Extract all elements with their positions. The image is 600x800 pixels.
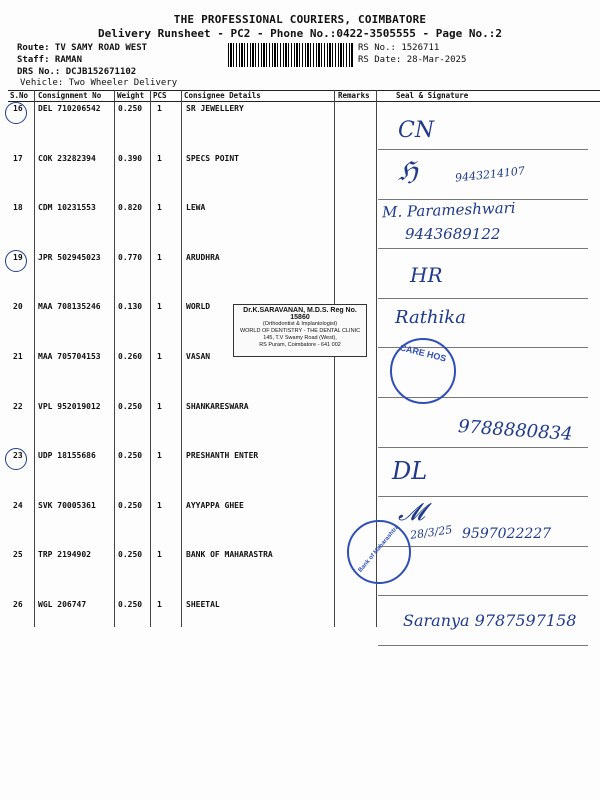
- cell-pcs: 1: [157, 352, 162, 361]
- handwritten-phone: 9597022227: [462, 526, 552, 542]
- signature-line: [378, 298, 588, 299]
- cell-consignee: PRESHANTH ENTER: [186, 451, 259, 461]
- stamp-text: Bank of Maharashtra: [357, 524, 401, 574]
- rs-number: RS No.: 1526711: [358, 43, 440, 53]
- cell-pcs: 1: [157, 401, 162, 411]
- company-title: THE PROFESSIONAL COURIERS, COIMBATORE: [173, 13, 427, 26]
- col-divider: [334, 90, 335, 627]
- cell-pcs: 1: [157, 550, 162, 560]
- handwritten-name: M. Parameshwari: [381, 198, 516, 222]
- signature-line: [378, 248, 588, 249]
- rs-date: RS Date: 28-Mar-2025: [358, 55, 467, 65]
- cell-pcs: 1: [157, 203, 162, 213]
- cell-weight: 0.250: [118, 500, 143, 510]
- cell-sno: 22: [13, 401, 23, 411]
- cell-weight: 0.260: [118, 352, 143, 361]
- cell-consignee: SPECS POINT: [186, 153, 239, 163]
- pen-circle: [5, 102, 27, 124]
- signature-line: [378, 447, 588, 448]
- cell-consignee: BANK OF MAHARASTRA: [186, 550, 273, 560]
- drs-number: DRS No.: DCJB152671102: [17, 67, 137, 77]
- pen-circle: [5, 448, 27, 470]
- cell-weight: 0.250: [118, 600, 143, 609]
- cell-pcs: 1: [157, 252, 162, 262]
- cell-consignment-no: MAA 708135246: [38, 302, 101, 312]
- col-header-consignment: Consignment No: [38, 91, 102, 100]
- cell-consignment-no: TRP 2194902: [38, 550, 91, 560]
- cell-sno: 24: [13, 500, 23, 510]
- stamp-doctor-name: Dr.K.SARAVANAN, M.D.S. Reg No. 15860: [243, 307, 357, 321]
- cell-pcs: 1: [157, 302, 162, 312]
- cell-weight: 0.250: [118, 104, 143, 113]
- col-header-pcs: PCS: [153, 91, 167, 100]
- handwritten-date: 28/3/25: [409, 523, 454, 542]
- signature-line: [378, 149, 588, 150]
- cell-consignee: SR JEWELLERY: [186, 104, 244, 113]
- handwritten-phone: 9443689122: [405, 225, 501, 243]
- handwritten-phone: 9443214107: [454, 164, 526, 185]
- stamp-clinic-name: WORLD OF DENTISTRY - THE DENTAL CLINIC: [239, 328, 361, 334]
- cell-sno: 16: [13, 104, 23, 113]
- signature-line: [378, 645, 588, 646]
- cell-consignment-no: JPR 502945023: [38, 252, 101, 262]
- handwritten-note: CN: [398, 118, 435, 143]
- table-header-border: [8, 101, 600, 102]
- cell-weight: 0.820: [118, 203, 143, 213]
- route-label: Route: TV SAMY ROAD WEST: [17, 43, 148, 53]
- cell-consignee: WORLD: [186, 302, 211, 312]
- cell-pcs: 1: [157, 600, 162, 609]
- signature-scribble: 𝓜: [398, 498, 425, 526]
- cell-consignment-no: WGL 206747: [38, 600, 87, 609]
- barcode: [228, 43, 353, 67]
- cell-weight: 0.390: [118, 153, 143, 163]
- col-header-sno: S.No: [10, 91, 29, 100]
- cell-weight: 0.250: [118, 451, 143, 461]
- bank-round-stamp: [347, 520, 411, 584]
- col-header-seal-signature: Seal & Signature: [396, 91, 469, 100]
- cell-consignment-no: MAA 705704153: [38, 352, 101, 361]
- cell-consignee: VASAN: [186, 352, 211, 361]
- cell-weight: 0.250: [118, 401, 143, 411]
- hospital-round-stamp: [390, 338, 456, 404]
- cell-pcs: 1: [157, 500, 162, 510]
- col-header-consignee: Consignee Details: [184, 91, 261, 100]
- col-header-remarks: Remarks: [338, 91, 370, 100]
- cell-pcs: 1: [157, 451, 162, 461]
- stamp-address: 145, T.V Swamy Road (West),: [263, 335, 337, 341]
- col-divider: [181, 90, 182, 627]
- cell-consignment-no: COK 23282394: [38, 153, 96, 163]
- cell-weight: 0.250: [118, 550, 143, 560]
- cell-consignment-no: DEL 710206542: [38, 104, 101, 113]
- cell-consignee: ARUDHRA: [186, 252, 220, 262]
- col-divider: [114, 90, 115, 627]
- cell-sno: 17: [13, 153, 23, 163]
- cell-consignment-no: UDP 18155686: [38, 451, 96, 461]
- cell-weight: 0.770: [118, 252, 143, 262]
- handwritten-phone: 9788880834: [457, 416, 574, 445]
- cell-consignee: LEWA: [186, 203, 206, 213]
- handwritten-note: HR: [410, 263, 443, 287]
- cell-sno: 18: [13, 203, 23, 213]
- col-divider: [34, 90, 35, 627]
- handwritten-name: Rathika: [395, 307, 466, 328]
- cell-pcs: 1: [157, 104, 162, 113]
- cell-consignee: SHEETAL: [186, 600, 220, 609]
- clinic-stamp: [233, 304, 367, 357]
- cell-sno: 20: [13, 302, 23, 312]
- cell-sno: 19: [13, 252, 23, 262]
- cell-consignment-no: SVK 70005361: [38, 500, 96, 510]
- cell-consignment-no: CDM 10231553: [38, 203, 96, 213]
- cell-weight: 0.130: [118, 302, 143, 312]
- runsheet-subtitle: Delivery Runsheet - PC2 - Phone No.:0422-3505555 - Page No.:2: [98, 27, 502, 40]
- cell-sno: 25: [13, 550, 23, 560]
- cell-consignment-no: VPL 952019012: [38, 401, 101, 411]
- cell-sno: 21: [13, 352, 23, 361]
- col-divider: [150, 90, 151, 627]
- handwritten-name-phone: Saranya 9787597158: [403, 611, 577, 630]
- stamp-city: RS Puram, Coimbatore - 641 002: [259, 342, 341, 348]
- handwritten-note: DL: [392, 457, 428, 485]
- cell-consignee: SHANKARESWARA: [186, 401, 249, 411]
- cell-sno: 23: [13, 451, 23, 461]
- stamp-text: CARE HOS: [398, 342, 448, 364]
- cell-consignee: AYYAPPA GHEE: [186, 500, 244, 510]
- vehicle-label: Vehicle: Two Wheeler Delivery: [20, 78, 178, 88]
- stamp-doctor-spec: (Orthodontist & Implantologist): [262, 321, 338, 327]
- signature-line: [378, 595, 588, 596]
- col-header-weight: Weight: [117, 91, 145, 100]
- staff-label: Staff: RAMAN: [17, 55, 83, 65]
- signature-scribble: ℌ: [398, 157, 418, 187]
- pen-circle: [5, 250, 27, 272]
- cell-sno: 26: [13, 600, 23, 609]
- cell-pcs: 1: [157, 153, 162, 163]
